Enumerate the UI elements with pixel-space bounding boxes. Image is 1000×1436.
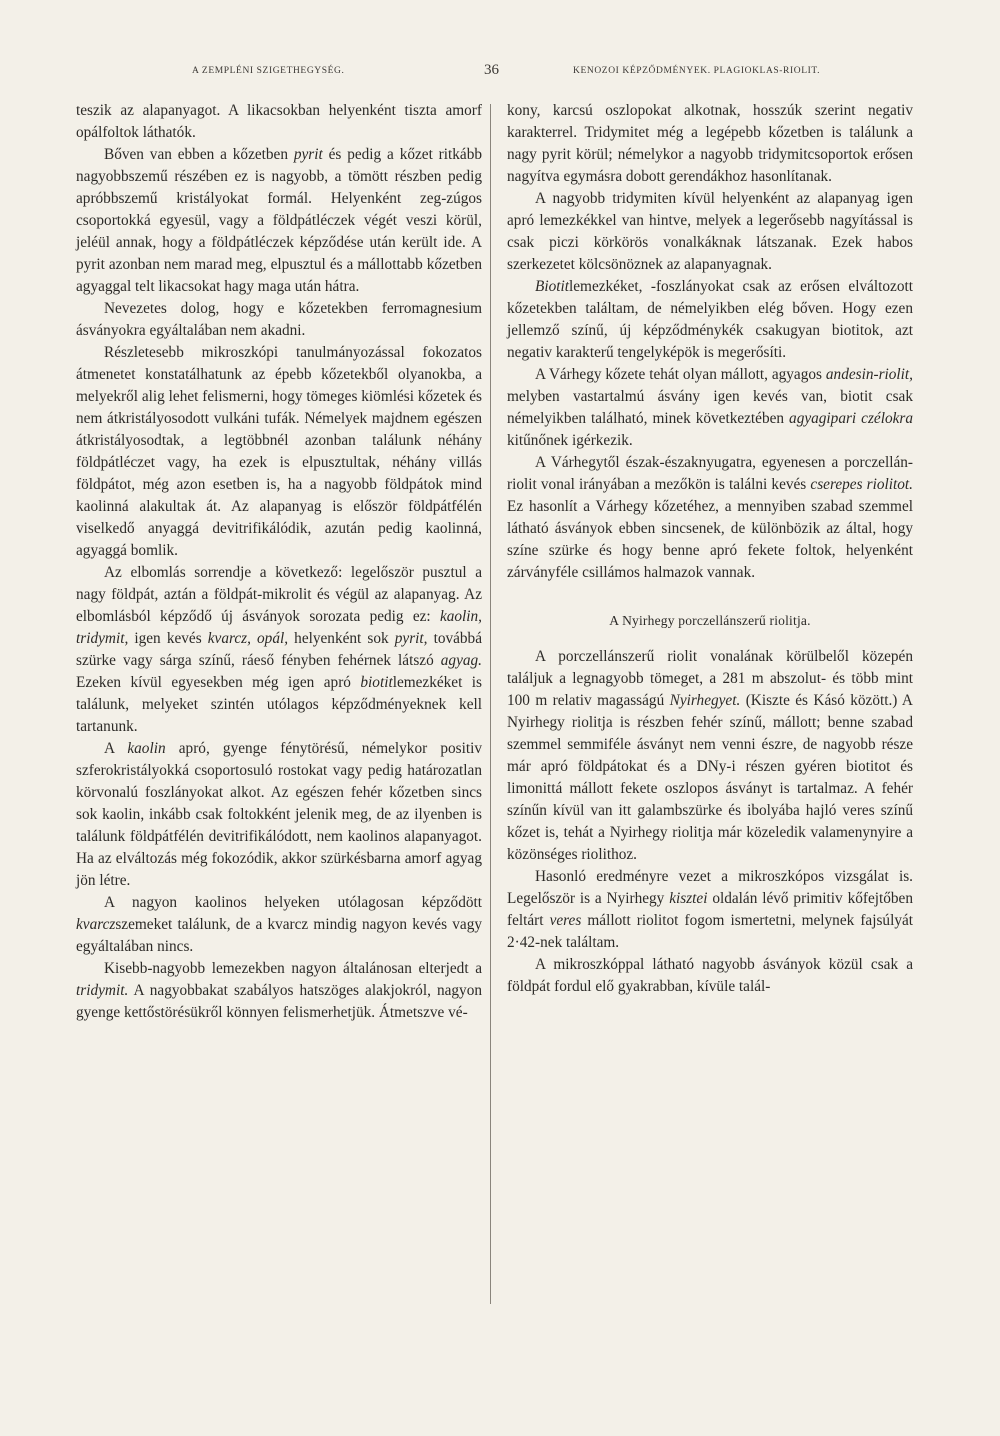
paragraph: Kisebb-nagyobb lemezekben nagyon általánosan elterjedt a tridymit. A nagyobbakat szabályos hatszöges alakjokról, nagyon gyenge kettőstörésükről könnyen felismerhetjük. Átmetszve vé- <box>76 960 482 1021</box>
paragraph: A Várhegytől észak-északnyugatra, egyenesen a porczellán-riolit vonal irányában a mezőkön is találni kevés cserepes riolitot. Ez hasonlít a Várhegy kőzetéhez, a mennyiben szabad szemmel látható ásványok ebben sincsenek, de különbözik az által, hogy színe szürke és hogy benne apró fekete foltok, helyenként zárványféle csillámos halmazok vannak. <box>507 454 914 581</box>
paragraph: Részletesebb mikroszkópi tanulmányozással fokozatos átmenetet konstatálhatunk az épebb kőzetekből olyanokba, a melyekről alig lehet felismerni, hogy tömeges kiömlési kőzetek és nem átkristályosodott vulkáni tufák. Némelyek majdnem egészen átkristályosodtak, a legtöbbnél azonban találunk néhány földpátléczet vagy, ha ezek is elpusztultak, néhány villás földpátot, még azon esetben is, ha a nagyobb földpátok mind kaolinná alakultak át. Az alapanyag is először földpátfélén viselkedő anyaggá devitrifikálódik, azután pedig kaolinná, agyaggá bomlik. <box>76 344 482 559</box>
section-heading: A Nyirhegy porczellánszerű riolitja. <box>609 613 811 628</box>
paragraph: A kaolin apró, gyenge fénytörésű, némelykor positiv szferokristályokká csoportosuló rostokat vagy pedig határozatlan körvonalú foszlányokat alkot. Az egészen fehér kőzetben sincs sok kaolin, inkább csak foltokként jelenik meg, de az ilyenben is találunk földpátfélén devitrifikálódott, nem kaolinos alapanyagot. Ha az elváltozás még fokozódik, akkor szürkésbarna amorf agyag jön létre. <box>76 740 482 889</box>
paragraph: A mikroszkóppal látható nagyobb ásványok közül csak a földpát fordul elő gyakrabban, kívüle talál- <box>507 956 913 995</box>
right-column <box>507 100 913 998</box>
left-column <box>76 100 482 1024</box>
paragraph: A nagyon kaolinos helyeken utólagosan képződött kvarczszemeket találunk, de a kvarcz mindig nagyon kevés vagy egyáltalában nincs. <box>76 894 482 955</box>
paragraph: A porczellánszerű riolit vonalának körülbelől közepén találjuk a legnagyobb tömeget, a 281 m abszolut- és több mint 100 m relativ magasságú Nyirhegyet. (Kiszte és Kásó között.) A Nyirhegy riolitja is részben fehér színű, mállott; benne szabad szemmel semmiféle ásványt nem venni észre, de nagyobb része már apró földpátokat és a DNy-i részen gyéren biotitot és limonittá mállott fekete oszlopos ásványt is tartalmaz. A fehér színűn kívül van itt galambszürke és ibolyába hajló veres színű kőzet is, tehát a Nyirhegy riolitja már közeledik valamenynyire a közönséges riolithoz. <box>507 648 913 863</box>
paragraph: Hasonló eredményre vezet a mikroszkópos vizsgálat is. Legelőször is a Nyirhegy kisztei oldalán lévő primitiv kőfejtőben feltárt veres mállott riolitot fogom ismertetni, melynek fajsúlyát 2·42-nek találtam. <box>507 868 914 951</box>
paragraph: Biotitlemezkéket, -foszlányokat csak az erősen elváltozott kőzetekben találtam, de némelyikben elég bőven. Hogy ezen jellemző színű, új képződménykék csakugyan biotitok, azt negativ karakterű tengelyképök is megerősíti. <box>507 278 913 361</box>
paragraph: Az elbomlás sorrendje a következő: legelőször pusztul a nagy földpát, aztán a földpát-mikrolit és végül az alapanyag. Az elbomlásból képződő új ásványok sorozata pedig ez: kaolin, tridymit, igen kevés kvarcz, opál, helyenként sok pyrit, továbbá szürke vagy sárga színű, ráeső fényben fehérnek látszó agyag. Ezeken kívül egyesekben még igen apró biotitlemezkéket is találunk, melyeket szintén utólagos képződményeknek kell tartanunk. <box>76 564 483 735</box>
paragraph: kony, karcsú oszlopokat alkotnak, hosszúk szerint negativ karakterrel. Tridymitet még a legépebb kőzetben is találunk a nagy pyrit körül; némelykor a nagyobb tridymitcsoportok erősen nagyítva egymásra dobott gerendákhoz hasonlítanak. <box>507 102 913 185</box>
column-divider <box>490 104 491 1304</box>
running-head-right: KENOZOI KÉPZŐDMÉNYEK. PLAGIOKLAS-RIOLIT. <box>573 66 821 76</box>
paragraph: A Várhegy kőzete tehát olyan mállott, agyagos andesin-riolit, melyben vastartalmú ásvány igen kevés van, biotit csak némelyikben található, minek következtében agyagipari czélokra kitűnőnek igérkezik. <box>507 366 913 449</box>
page-number: 36 <box>484 62 499 78</box>
paragraph: teszik az alapanyagot. A likacsokban helyenként tiszta amorf opálfoltok láthatók. <box>76 102 482 141</box>
paragraph: Nevezetes dolog, hogy e kőzetekben ferromagnesium ásványokra egyáltalában nem akadni. <box>76 300 482 339</box>
paragraph: Bőven van ebben a kőzetben pyrit és pedig a kőzet ritkább nagyobbszemű részében ez is nagyobb, a tömött részben pedig apróbbszemű kristályokat formál. Helyenként zeg-zúgos csoportokká egyesül, vagy a földpátléczek végét veszi körül, jeléül annak, hogy a földpátléczek képződése után került ide. A pyrit azonban nem marad meg, elpusztul és a mállottabb kőzetben agyaggal telt likacsokat hagy maga után hátra. <box>76 146 483 295</box>
paragraph: A nagyobb tridymiten kívül helyenként az alapanyag igen apró lemezkékkel van hintve, melyek a legerősebb nagyítással is csak piczi körkörös vonalkáknak látszanak. Ezek habos szerkezetet kölcsönöznek az alapanyagnak. <box>507 190 913 273</box>
running-head-left: A ZEMPLÉNI SZIGETHEGYSÉG. <box>192 66 345 76</box>
